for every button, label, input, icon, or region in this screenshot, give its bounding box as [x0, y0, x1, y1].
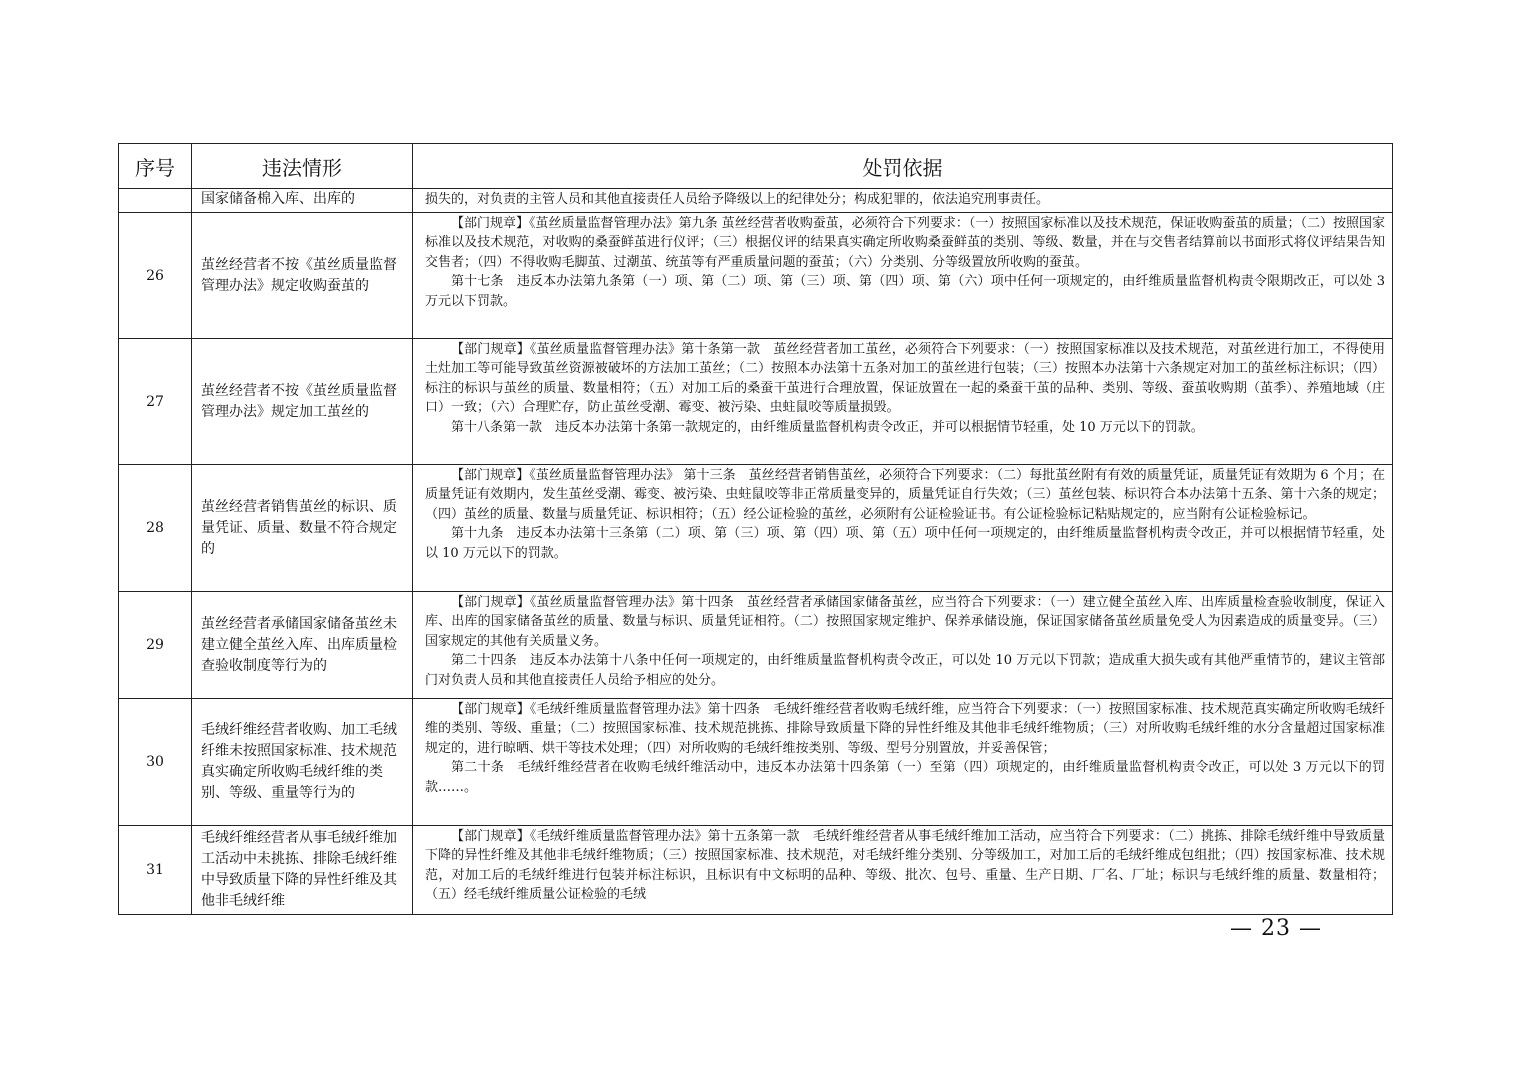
table-header-row	[119, 144, 1393, 189]
basis-paragraph: 第二十条 毛绒纤维经营者在收购毛绒纤维活动中，违反本办法第十四条第（一）至第（四）项规定的，由纤维质量监督机构责令改正，可以处 3 万元以下的罚款……。	[425, 760, 1385, 795]
violation-situation: 国家储备棉入库、出库的	[192, 189, 413, 213]
penalty-basis	[413, 465, 1393, 592]
table-row	[119, 189, 1393, 213]
violation-situation: 毛绒纤维经营者收购、加工毛绒纤维未按照国家标准、技术规范真实确定所收购毛绒纤维的类别、等级、重量等行为的	[192, 699, 413, 826]
table-row	[119, 339, 1393, 465]
row-number: 27	[119, 339, 192, 465]
violation-situation: 茧丝经营者不按《茧丝质量监督管理办法》规定加工茧丝的	[192, 339, 413, 465]
row-number: 26	[119, 213, 192, 339]
basis-paragraph: 损失的，对负责的主管人员和其他直接责任人员给予降级以上的纪律处分；构成犯罪的，依法追究刑事责任。	[425, 192, 1050, 207]
table-row	[119, 465, 1393, 592]
penalty-basis	[413, 339, 1393, 465]
penalty-basis	[413, 826, 1393, 915]
basis-clip	[425, 827, 1385, 905]
penalty-basis	[413, 213, 1393, 339]
header-violation-situation: 违法情形	[192, 144, 413, 189]
basis-paragraph: 【部门规章】《茧丝质量监督管理办法》 第十三条 茧丝经营者销售茧丝，必须符合下列要求：（二）每批茧丝附有有效的质量凭证，质量凭证有效期为 6 个月；在质量凭证有效期内，发生茧丝受潮、霉变、被污染、虫蛀鼠咬等非正常质量变异的，质量凭证自行失效；（三）茧丝包装、标识符合本办法第十五条、第十六条的规定；（四）茧丝的质量、数量与质量凭证、标识相符；（五）经公证检验的茧丝，必须附有公证检验证书。有公证检验标记粘贴规定的，应当附有公证检验标记。	[425, 468, 1385, 522]
penalty-table	[118, 143, 1393, 915]
basis-paragraph: 第十七条 违反本办法第九条第（一）项、第（二）项、第（三）项、第（四）项、第（六）项中任何一项规定的，由纤维质量监督机构责令限期改正，可以处 3 万元以下罚款。	[425, 274, 1385, 309]
header-penalty-basis: 处罚依据	[413, 144, 1393, 189]
violation-situation: 茧丝经营者承储国家储备茧丝未建立健全茧丝入库、出库质量检查验收制度等行为的	[192, 592, 413, 699]
page-number: — 23 —	[1230, 916, 1322, 941]
violation-situation: 毛绒纤维经营者从事毛绒纤维加工活动中未挑拣、排除毛绒纤维中导致质量下降的异性纤维及其他非毛绒纤维	[192, 826, 413, 915]
basis-paragraph: 【部门规章】《茧丝质量监督管理办法》第九条 茧丝经营者收购蚕茧，必须符合下列要求：（一）按照国家标准以及技术规范，保证收购蚕茧的质量；（二）按照国家标准以及技术规范，对收购的桑蚕鲜茧进行仪评；（三）根据仪评的结果真实确定所收购桑蚕鲜茧的类别、等级、数量，并在与交售者结算前以书面形式将仪评结果告知交售者；（四）不得收购毛脚茧、过潮茧、统茧等有严重质量问题的蚕茧；（六）分类别、分等级置放所收购的蚕茧。	[425, 216, 1385, 270]
penalty-basis	[413, 592, 1393, 699]
penalty-basis	[413, 189, 1393, 213]
table-row	[119, 699, 1393, 826]
penalty-basis	[413, 699, 1393, 826]
basis-paragraph: 【部门规章】《茧丝质量监督管理办法》第十条第一款 茧丝经营者加工茧丝，必须符合下列要求：（一）按照国家标准以及技术规范，对茧丝进行加工，不得使用土灶加工等可能导致茧丝资源被破坏的方法加工茧丝；（二）按照本办法第十五条对加工的茧丝进行包装；（三）按照本办法第十六条规定对加工的茧丝标注标识；（四）标注的标识与茧丝的质量、数量相符；（五）对加工后的桑蚕干茧进行合理放置，保证放置在一起的桑蚕干茧的品种、类别、等级、蚕茧收购期（茧季）、养殖地域（庄口）一致；（六）合理贮存，防止茧丝受潮、霉变、被污染、虫蛀鼠咬等质量损毁。	[425, 342, 1385, 416]
violation-situation: 茧丝经营者销售茧丝的标识、质量凭证、质量、数量不符合规定的	[192, 465, 413, 592]
row-number: 29	[119, 592, 192, 699]
basis-paragraph: 【部门规章】《毛绒纤维质量监督管理办法》第十四条 毛绒纤维经营者收购毛绒纤维，应当符合下列要求：（一）按照国家标准、技术规范真实确定所收购毛绒纤维的类别、等级、重量；（二）按照国家标准、技术规范挑拣、排除导致质量下降的异性纤维及其他非毛绒纤维物质；（三）对所收购毛绒纤维的水分含量超过国家标准规定的，进行晾晒、烘干等技术处理；（四）对所收购的毛绒纤维按类别、等级、型号分别置放，并妥善保管；	[425, 702, 1385, 756]
table-row	[119, 213, 1393, 339]
violation-situation: 茧丝经营者不按《茧丝质量监督管理办法》规定收购蚕茧的	[192, 213, 413, 339]
basis-paragraph: 【部门规章】《毛绒纤维质量监督管理办法》第十五条第一款 毛绒纤维经营者从事毛绒纤维加工活动，应当符合下列要求：（二）挑拣、排除毛绒纤维中导致质量下降的异性纤维及其他非毛绒纤维物质；（三）按照国家标准、技术规范，对毛绒纤维分类别、分等级加工，对加工后的毛绒纤维成包组批；（四）按国家标准、技术规范，对加工后的毛绒纤维进行包装并标注标识，且标识有中文标明的品种、等级、批次、包号、重量、生产日期、厂名、厂址；标识与毛绒纤维的质量、数量相符；（五）经毛绒纤维质量公证检验的毛绒	[425, 829, 1385, 903]
basis-paragraph: 第二十四条 违反本办法第十八条中任何一项规定的，由纤维质量监督机构责令改正，可以处 10 万元以下罚款；造成重大损失或有其他严重情节的，建议主管部门对负责人员和其他直接责任人员给予相应的处分。	[425, 653, 1385, 688]
row-number: 28	[119, 465, 192, 592]
row-number: 30	[119, 699, 192, 826]
table-row	[119, 826, 1393, 915]
basis-paragraph: 【部门规章】《茧丝质量监督管理办法》第十四条 茧丝经营者承储国家储备茧丝，应当符合下列要求：（一）建立健全茧丝入库、出库质量检查验收制度，保证入库、出库的国家储备茧丝的质量、数量与标识、质量凭证相符。（二）按照国家规定维护、保养承储设施，保证国家储备茧丝质量免受人为因素造成的质量变异。（三）国家规定的其他有关质量义务。	[425, 595, 1385, 649]
row-number: 31	[119, 826, 192, 915]
basis-paragraph: 第十八条第一款 违反本办法第十条第一款规定的，由纤维质量监督机构责令改正，并可以根据情节轻重，处 10 万元以下的罚款。	[451, 419, 1204, 435]
basis-paragraph: 第十九条 违反本办法第十三条第（二）项、第（三）项、第（四）项、第（五）项中任何一项规定的，由纤维质量监督机构责令改正，并可以根据情节轻重，处以 10 万元以下的罚款。	[425, 526, 1385, 561]
table-row	[119, 592, 1393, 699]
row-number	[119, 189, 192, 213]
header-serial-number: 序号	[119, 144, 192, 189]
